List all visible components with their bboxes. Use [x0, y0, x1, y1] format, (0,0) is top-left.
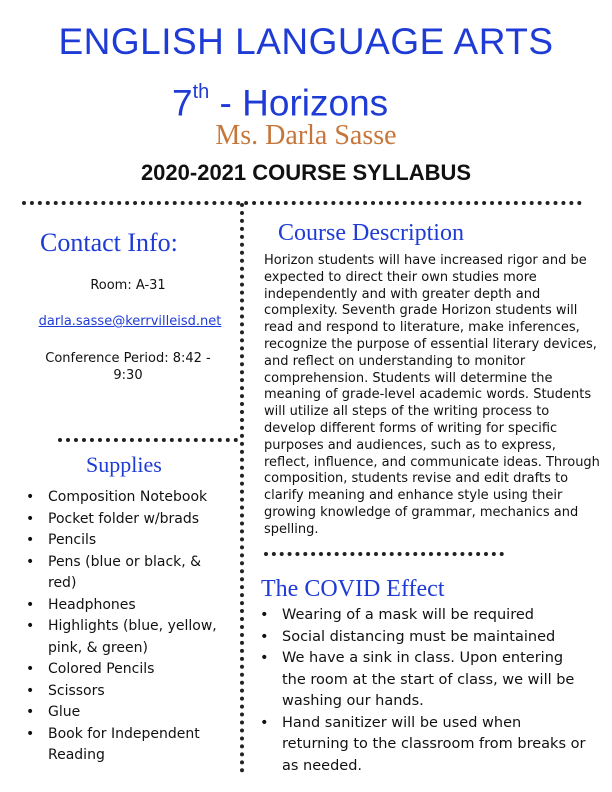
teacher-name: Ms. Darla Sasse: [215, 120, 397, 151]
supply-item: • Highlights (blue, yellow, pink, & green): [22, 616, 232, 659]
left-mid-divider: [58, 438, 238, 442]
syllabus-title: 2020-2021 COURSE SYLLABUS: [140, 160, 472, 185]
supply-item: • Headphones: [22, 595, 232, 617]
supply-item: • Scissors: [22, 681, 232, 703]
covid-item: • Social distancing must be maintained: [256, 627, 586, 649]
conference-period: Conference Period: 8:42 - 9:30: [45, 351, 211, 383]
covid-list: [256, 605, 586, 777]
grade-suffix: th: [192, 81, 210, 103]
supplies-list: [22, 487, 232, 767]
covid-item: • Hand sanitizer will be used when returning to the classroom from breaks or as needed.: [256, 713, 586, 778]
course-level: - Horizons: [209, 82, 389, 124]
grade-number: 7: [172, 82, 193, 124]
title-line-2: [172, 74, 388, 125]
supply-item: • Colored Pencils: [22, 659, 232, 681]
covid-item: • We have a sink in class. Upon entering the room at the start of class, we will be washing our hands.: [256, 648, 586, 713]
supply-item: • Pens (blue or black, & red): [22, 552, 232, 595]
supply-item: • Book for Independent Reading: [22, 724, 232, 767]
course-description-text: Horizon students will have increased rigor and be expected to direct their own studies more independently and with greater depth and complexity. Seventh grade Horizon students will read and respond to literature, make inferences, recognize the purpose of essential literary devices, and reflect on understanding to monitor comprehension. Students will determine the meaning of grade-level academic words. Students will utilize all steps of the writing process to develop different forms of writing for specific purposes and audiences, such as to express, reflect, influence, and communicate ideas. Through composition, students revise and edit drafts to clarify meaning and enhance style using their growing knowledge of grammar, mechanics and spelling.: [264, 253, 600, 537]
top-divider: [22, 201, 582, 205]
supply-item: • Composition Notebook: [22, 487, 232, 509]
supply-item: • Pencils: [22, 530, 232, 552]
covid-heading: The COVID Effect: [261, 576, 445, 602]
title-line-1: ENGLISH LANGUAGE ARTS: [58, 21, 554, 62]
column-divider: [240, 203, 244, 773]
supply-item: • Pocket folder w/brads: [22, 509, 232, 531]
room-number: Room: A-31: [90, 278, 166, 293]
teacher-email-link[interactable]: darla.sasse@kerrvilleisd.net: [38, 314, 222, 329]
supplies-heading: Supplies: [86, 452, 162, 477]
covid-item: • Wearing of a mask will be required: [256, 605, 586, 627]
supply-item: • Glue: [22, 702, 232, 724]
course-description-heading: Course Description: [278, 220, 464, 246]
right-mid-divider: [264, 552, 504, 556]
contact-heading: Contact Info:: [40, 228, 178, 257]
